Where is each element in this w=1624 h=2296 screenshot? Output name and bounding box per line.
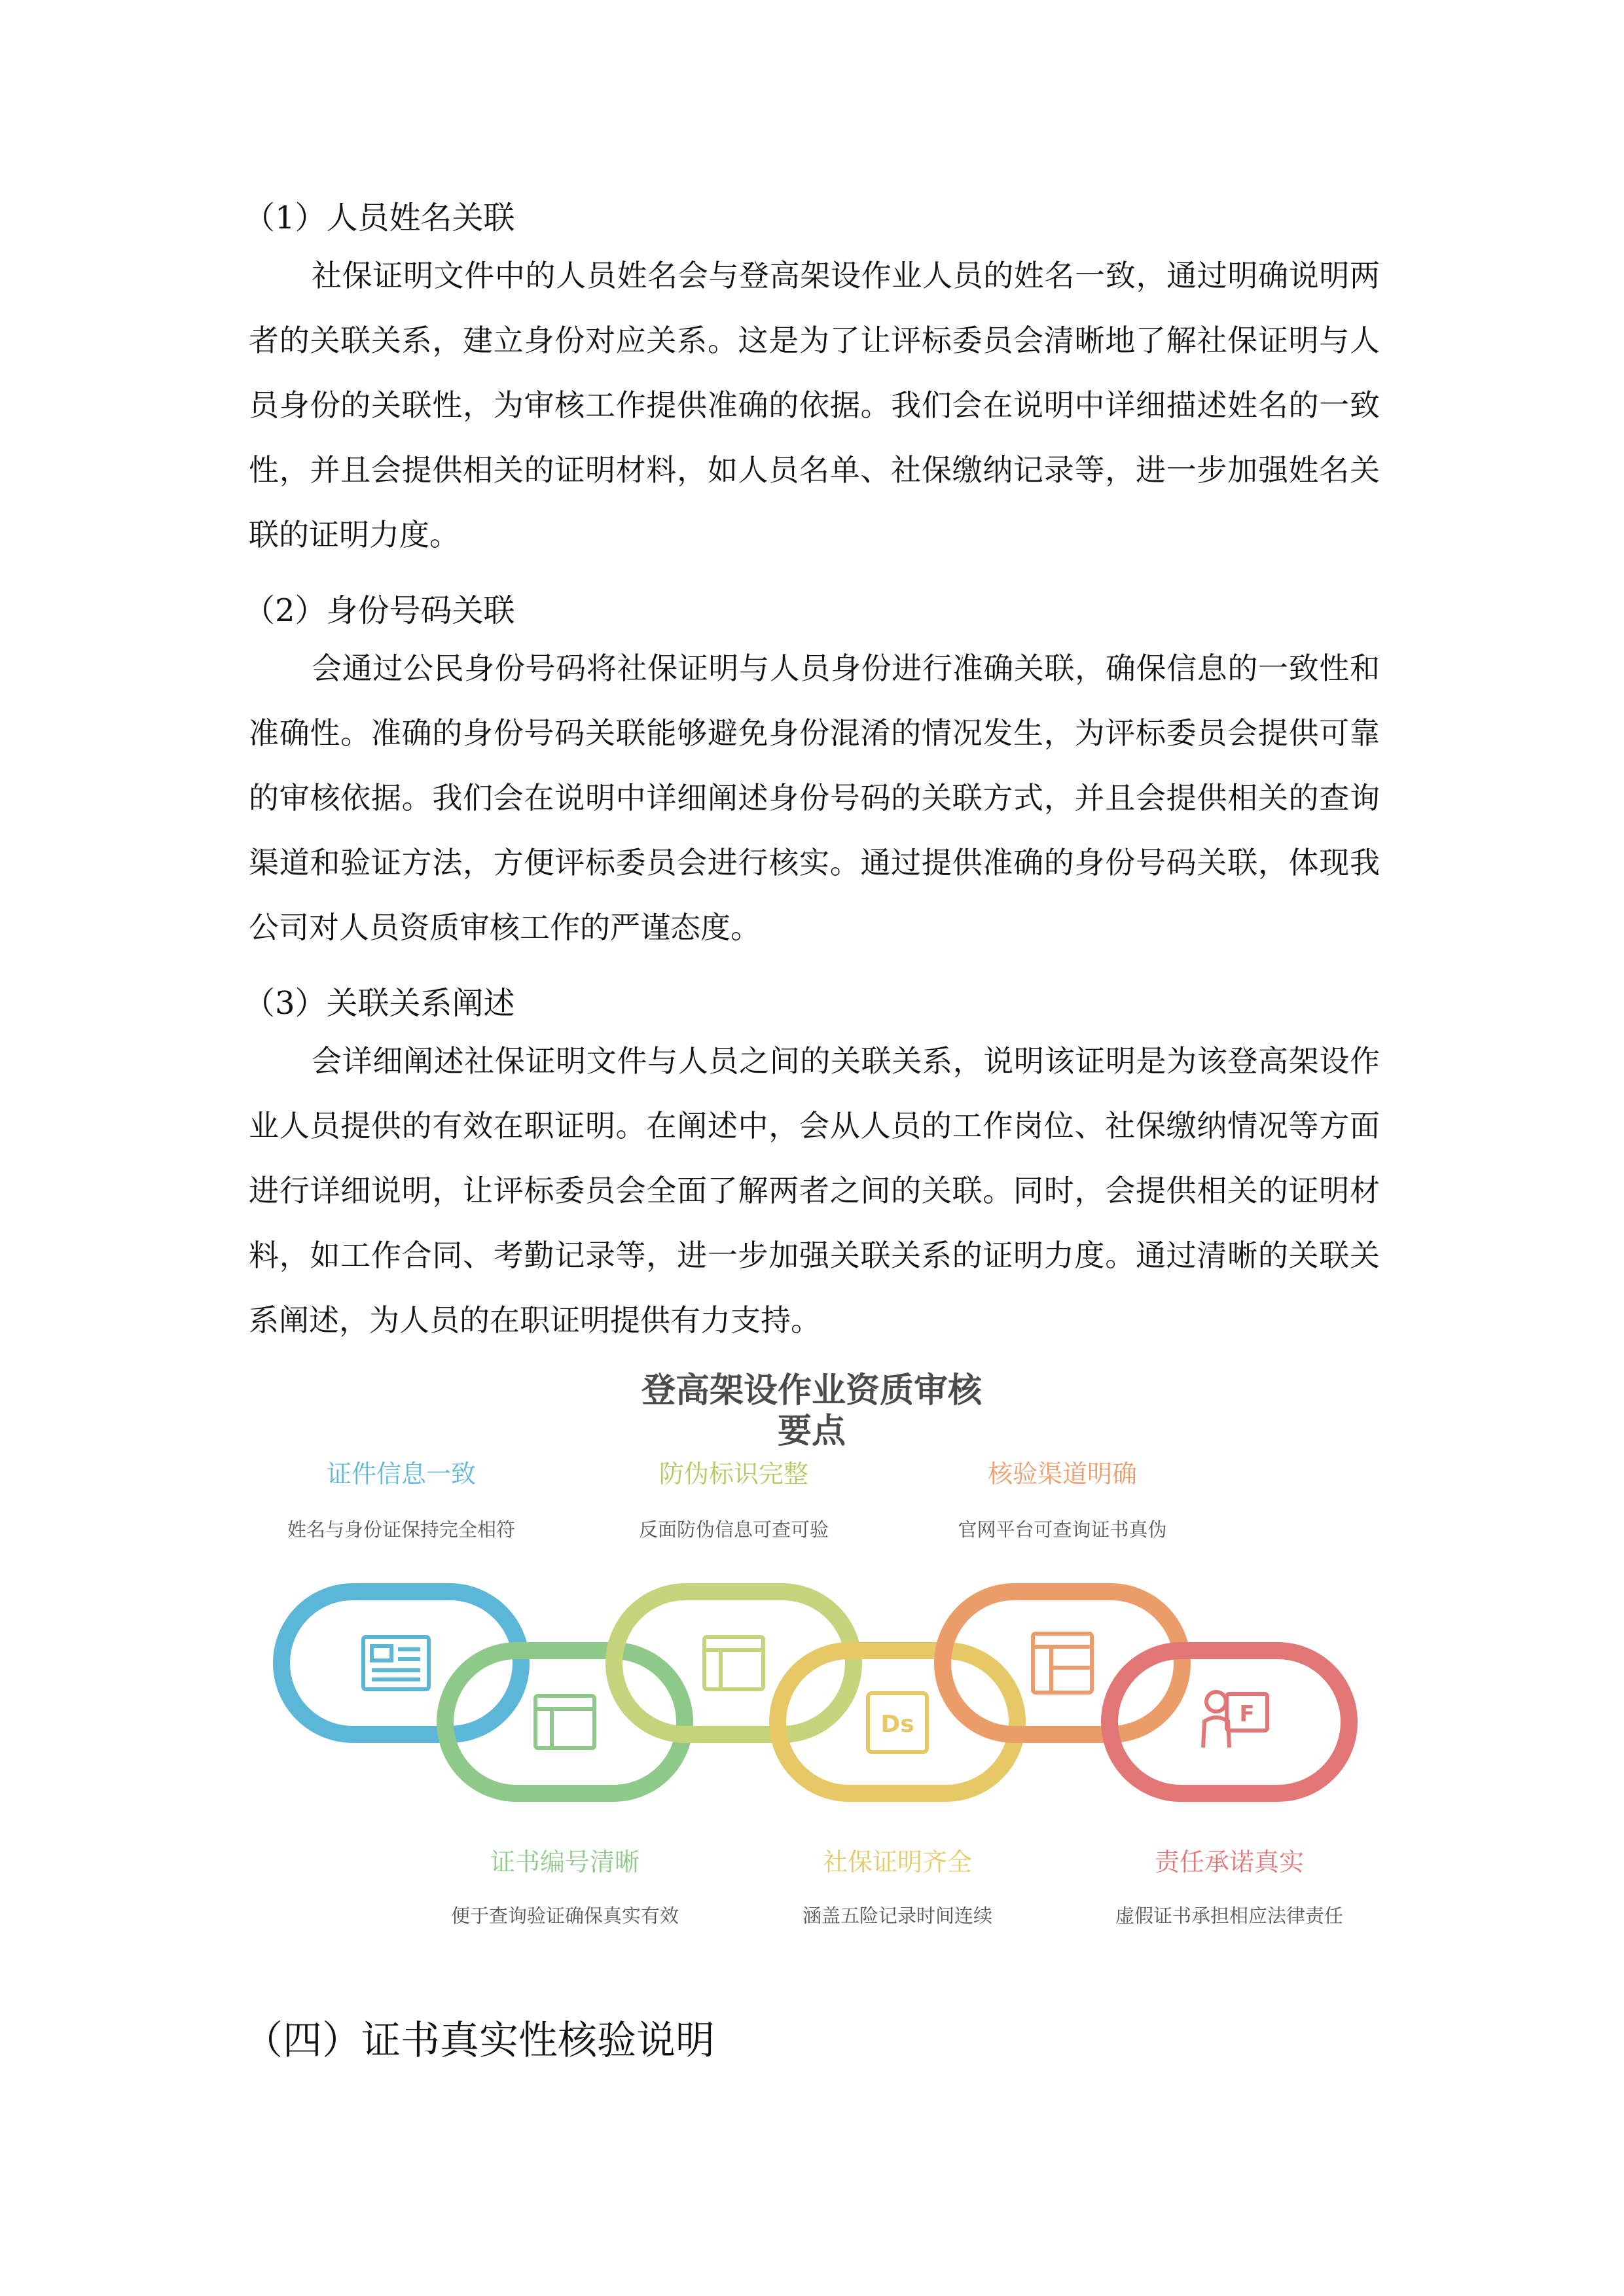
section-heading-id-number-link: （2）身份号码关联 [244,592,515,629]
point-title-cert-number: 证书编号清晰 [490,1848,640,1876]
point-desc-cert-number: 便于查询验证确保真实有效 [450,1905,679,1927]
point-desc-responsibility: 虚假证书承担相应法律责任 [1115,1905,1343,1927]
window-icon [535,1696,594,1748]
point-title-cert-info: 证件信息一致 [326,1460,476,1488]
point-title-responsibility: 责任承诺真实 [1154,1848,1304,1876]
person-presenting-icon [1203,1692,1267,1748]
svg-text:Ds: Ds [880,1711,914,1738]
point-title-anti-counterfeit: 防伪标识完整 [659,1460,808,1488]
svg-text:F: F [1239,1701,1255,1727]
point-title-social-security: 社保证明齐全 [822,1848,972,1876]
infographic-title: 登高架设作业资质审核 [641,1371,982,1410]
point-desc-social-security: 涵盖五险记录时间连续 [802,1905,992,1927]
chapter-heading: （四）证书真实性核验说明 [244,2018,715,2064]
point-desc-cert-info: 姓名与身份证保持完全相符 [287,1518,515,1541]
point-title-verify-channel: 核验渠道明确 [987,1460,1137,1488]
section-heading-name-link: （1）人员姓名关联 [244,200,515,236]
layout-icon [1033,1634,1092,1693]
qualification-review-infographic [249,1355,1375,1983]
ds-document-icon [868,1693,927,1752]
paragraph-relation: 会详细阐述社保证明文件与人员之间的关联关系，说明该证明是为该登高架设作业人员提供的有效在职证明。在阐述中，会从人员的工作岗位、社保缴纳情况等方面进行详细说明，让评标委员会全面了解两者之间的关联。同时，会提供相关的证明材料，如工作合同、考勤记录等，进一步加强关联关系的证明力度。通过清晰的关联关系阐述，为人员的在职证明提供有力支持。 [249,1043,1380,1338]
infographic-title-line2: 要点 [777,1412,846,1451]
window-icon [704,1637,763,1689]
id-card-icon [363,1637,429,1689]
paragraph-name-link: 社保证明文件中的人员姓名会与登高架设作业人员的姓名一致，通过明确说明两者的关联关系，建立身份对应关系。这是为了让评标委员会清晰地了解社保证明与人员身份的关联性，为审核工作提供准确的依据。我们会在说明中详细描述姓名的一致性，并且会提供相关的证明材料，如人员名单、社保缴纳记录等，进一步加强姓名关联的证明力度。 [249,258,1380,552]
point-desc-verify-channel: 官网平台可查询证书真伪 [958,1518,1167,1541]
section-heading-relation: （3）关联关系阐述 [244,985,515,1022]
point-desc-anti-counterfeit: 反面防伪信息可查可验 [638,1518,829,1541]
paragraph-id-number-link: 会通过公民身份号码将社保证明与人员身份进行准确关联，确保信息的一致性和准确性。准确的身份号码关联能够避免身份混淆的情况发生，为评标委员会提供可靠的审核依据。我们会在说明中详细阐述身份号码的关联方式，并且会提供相关的查询渠道和验证方法，方便评标委员会进行核实。通过提供准确的身份号码关联，体现我公司对人员资质审核工作的严谨态度。 [249,651,1380,945]
